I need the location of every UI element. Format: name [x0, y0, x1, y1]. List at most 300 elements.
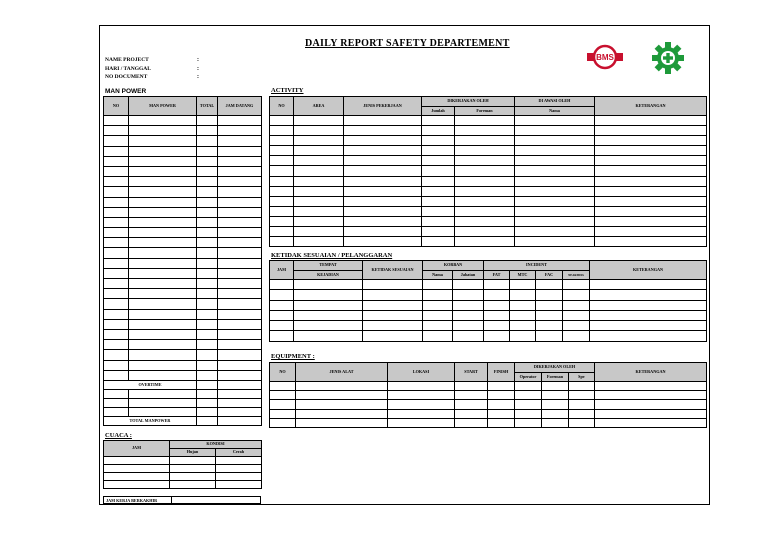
blank-cell [363, 321, 423, 331]
blank-cell [218, 146, 262, 156]
blank-cell [455, 237, 515, 247]
blank-cell [422, 237, 455, 247]
blank-cell [363, 331, 423, 341]
blank-cell [104, 146, 129, 156]
blank-cell [388, 391, 455, 400]
blank-cell [218, 238, 262, 248]
col-incident: INCIDENT [484, 261, 590, 271]
blank-cell [104, 248, 129, 258]
blank-cell [218, 350, 262, 360]
table-row [104, 407, 262, 416]
blank-cell [197, 370, 218, 380]
blank-cell [129, 329, 197, 339]
blank-cell [270, 166, 294, 176]
blank-cell [216, 473, 262, 481]
blank-cell [129, 360, 197, 370]
blank-cell [484, 290, 510, 300]
blank-cell [170, 473, 216, 481]
table-row [270, 400, 707, 409]
table-row [270, 186, 707, 196]
blank-cell [536, 310, 563, 320]
blank-cell [536, 321, 563, 331]
blank-cell [515, 237, 595, 247]
table-row [104, 329, 262, 339]
table-row [104, 473, 262, 481]
blank-cell [218, 389, 262, 398]
col-jenis-pekerjaan: JENIS PEKERJAAN [344, 97, 422, 116]
blank-cell [104, 340, 129, 350]
blank-cell [270, 382, 296, 391]
blank-cell [170, 465, 216, 473]
table-row [104, 268, 262, 278]
blank-cell [455, 186, 515, 196]
blank-cell [197, 248, 218, 258]
blank-cell [104, 207, 129, 217]
col-keterangan: KETERANGAN [595, 97, 707, 116]
table-row [104, 258, 262, 268]
blank-cell [294, 310, 363, 320]
blank-cell [197, 309, 218, 319]
blank-cell [129, 136, 197, 146]
table-row [104, 228, 262, 238]
blank-cell [294, 176, 344, 186]
blank-cell [294, 196, 344, 206]
blank-cell [422, 126, 455, 136]
blank-cell [197, 207, 218, 217]
blank-cell [270, 227, 294, 237]
blank-cell [488, 418, 515, 427]
table-row [104, 309, 262, 319]
blank-cell [129, 207, 197, 217]
blank-cell [595, 418, 707, 427]
blank-cell [423, 280, 453, 290]
blank-cell [197, 289, 218, 299]
col-kondisi: KONDISI [170, 441, 262, 449]
blank-cell [197, 340, 218, 350]
blank-cell [129, 116, 197, 126]
blank-cell [563, 321, 590, 331]
blank-cell [536, 331, 563, 341]
table-row [270, 321, 707, 331]
blank-cell [218, 248, 262, 258]
blank-cell [455, 166, 515, 176]
blank-cell [104, 309, 129, 319]
meta-colon: : [197, 74, 199, 80]
blank-cell [216, 457, 262, 465]
col-mtc: MTC [510, 271, 536, 280]
table-row [104, 217, 262, 227]
blank-cell [218, 116, 262, 126]
blank-cell [563, 331, 590, 341]
blank-cell [515, 391, 542, 400]
blank-cell [595, 206, 707, 216]
blank-cell [197, 258, 218, 268]
blank-cell [595, 176, 707, 186]
blank-cell [197, 217, 218, 227]
blank-cell [294, 300, 363, 310]
blank-cell [590, 331, 707, 341]
blank-cell [542, 391, 569, 400]
blank-cell [104, 457, 170, 465]
table-row [270, 227, 707, 237]
table-row [104, 481, 262, 489]
blank-cell [595, 391, 707, 400]
blank-cell [388, 400, 455, 409]
blank-cell [129, 146, 197, 156]
col-nama: Nama [515, 107, 595, 116]
blank-cell [104, 126, 129, 136]
blank-cell [197, 116, 218, 126]
blank-cell [104, 370, 129, 380]
meta-colon: : [197, 66, 199, 72]
blank-cell [129, 177, 197, 187]
blank-cell [129, 126, 197, 136]
blank-cell [569, 400, 595, 409]
blank-cell [294, 237, 344, 247]
blank-cell [595, 136, 707, 146]
blank-cell [270, 186, 294, 196]
blank-cell [197, 360, 218, 370]
blank-cell [595, 166, 707, 176]
blank-cell [218, 329, 262, 339]
blank-cell [270, 206, 294, 216]
blank-cell [197, 299, 218, 309]
blank-cell [270, 216, 294, 226]
blank-cell [218, 197, 262, 207]
table-row [104, 166, 262, 176]
blank-cell [595, 237, 707, 247]
table-row [270, 310, 707, 320]
blank-cell [455, 116, 515, 126]
col-keterangan: KETERANGAN [590, 261, 707, 280]
blank-cell [218, 416, 262, 425]
meta-no-document: NO DOCUMENT [105, 74, 148, 80]
blank-cell [510, 331, 536, 341]
table-row [270, 216, 707, 226]
blank-cell [536, 280, 563, 290]
blank-cell [197, 407, 218, 416]
blank-cell [129, 340, 197, 350]
blank-cell [197, 279, 218, 289]
blank-cell [515, 400, 542, 409]
blank-cell [129, 166, 197, 176]
blank-cell [542, 418, 569, 427]
blank-cell [422, 156, 455, 166]
blank-cell [104, 136, 129, 146]
blank-cell [218, 360, 262, 370]
col-jabatan: Jabatan [453, 271, 484, 280]
table-row [104, 389, 262, 398]
blank-cell [218, 187, 262, 197]
blank-cell [197, 166, 218, 176]
table-row [270, 116, 707, 126]
blank-cell [104, 319, 129, 329]
blank-cell [218, 217, 262, 227]
blank-cell [294, 166, 344, 176]
blank-cell [197, 416, 218, 425]
blank-cell [453, 280, 484, 290]
col-lokasi: LOKASI [388, 363, 455, 382]
col-korban: KORBAN [423, 261, 484, 271]
blank-cell [422, 176, 455, 186]
blank-cell [270, 136, 294, 146]
blank-cell [344, 136, 422, 146]
col-fat: FAT [484, 271, 510, 280]
table-row [104, 465, 262, 473]
blank-cell [344, 227, 422, 237]
blank-cell [104, 350, 129, 360]
col-jam: JAM [270, 261, 294, 280]
table-row [104, 146, 262, 156]
blank-cell [129, 248, 197, 258]
blank-cell [218, 289, 262, 299]
manpower-table [103, 96, 262, 426]
blank-cell [294, 136, 344, 146]
blank-cell [388, 382, 455, 391]
cuaca-section-title: CUACA : [105, 432, 132, 439]
col-keterangan: KETERANGAN [595, 363, 707, 382]
blank-cell [129, 228, 197, 238]
blank-cell [294, 321, 363, 331]
blank-cell [515, 409, 542, 418]
blank-cell [129, 217, 197, 227]
bms-logo [586, 42, 624, 72]
table-row [270, 391, 707, 400]
blank-cell [423, 331, 453, 341]
blank-cell [453, 331, 484, 341]
table-row [104, 457, 262, 465]
col-nama: Nama [423, 271, 453, 280]
blank-cell [197, 268, 218, 278]
blank-cell [218, 258, 262, 268]
table-row [270, 237, 707, 247]
report-title: DAILY REPORT SAFETY DEPARTEMENT [305, 38, 510, 49]
table-row [270, 280, 707, 290]
blank-cell [129, 268, 197, 278]
blank-cell [595, 146, 707, 156]
blank-cell [595, 382, 707, 391]
blank-cell [104, 289, 129, 299]
blank-cell [595, 227, 707, 237]
blank-cell [104, 187, 129, 197]
manpower-overtime-label: OVERTIME [104, 380, 197, 389]
blank-cell [270, 418, 296, 427]
col-jam-datang: JAM DATANG [218, 97, 262, 116]
table-row [270, 300, 707, 310]
table-row [104, 238, 262, 248]
blank-cell [294, 216, 344, 226]
meta-name-project: NAME PROJECT [105, 57, 149, 63]
table-row [270, 409, 707, 418]
table-row [270, 146, 707, 156]
col-finish: FINISH [488, 363, 515, 382]
blank-cell [218, 279, 262, 289]
col-total: TOTAL [197, 97, 218, 116]
col-jam: JAM [104, 441, 170, 457]
blank-cell [344, 166, 422, 176]
blank-cell [455, 146, 515, 156]
blank-cell [218, 156, 262, 166]
blank-cell [129, 350, 197, 360]
col-foreman: Foreman [455, 107, 515, 116]
cuaca-table [103, 440, 262, 489]
blank-cell [388, 409, 455, 418]
blank-cell [296, 409, 388, 418]
blank-cell [104, 279, 129, 289]
table-row [270, 126, 707, 136]
table-row [104, 350, 262, 360]
blank-cell [484, 331, 510, 341]
blank-cell [569, 391, 595, 400]
blank-cell [455, 206, 515, 216]
blank-cell [422, 196, 455, 206]
blank-cell [510, 290, 536, 300]
blank-cell [488, 391, 515, 400]
blank-cell [422, 186, 455, 196]
col-no: NO [270, 363, 296, 382]
blank-cell [488, 400, 515, 409]
blank-cell [218, 268, 262, 278]
blank-cell [294, 156, 344, 166]
blank-cell [484, 280, 510, 290]
blank-cell [104, 398, 129, 407]
blank-cell [270, 321, 294, 331]
blank-cell [197, 380, 218, 389]
blank-cell [344, 196, 422, 206]
blank-cell [453, 290, 484, 300]
blank-cell [422, 206, 455, 216]
blank-cell [595, 116, 707, 126]
blank-cell [294, 186, 344, 196]
table-row [104, 126, 262, 136]
blank-cell [536, 300, 563, 310]
blank-cell [422, 146, 455, 156]
col-hujan: Hujan [170, 449, 216, 457]
table-row [104, 398, 262, 407]
blank-cell [510, 280, 536, 290]
blank-cell [294, 227, 344, 237]
jam-kerja-label: JAM KERJA BERKAKHIR [106, 498, 158, 503]
blank-cell [270, 310, 294, 320]
blank-cell [129, 187, 197, 197]
blank-cell [455, 136, 515, 146]
blank-cell [294, 146, 344, 156]
blank-cell [344, 186, 422, 196]
blank-cell [104, 473, 170, 481]
blank-cell [344, 176, 422, 186]
blank-cell [270, 237, 294, 247]
table-row [270, 176, 707, 186]
col-jenis-alat: JENIS ALAT [296, 363, 388, 382]
manpower-section-title: MAN POWER [105, 88, 147, 95]
blank-cell [515, 382, 542, 391]
blank-cell [363, 290, 423, 300]
blank-cell [270, 300, 294, 310]
col-no: NO [104, 97, 129, 116]
blank-cell [218, 207, 262, 217]
blank-cell [129, 156, 197, 166]
blank-cell [515, 116, 595, 126]
col-operator: Operator [515, 373, 542, 382]
col-spv: Spv [569, 373, 595, 382]
blank-cell [129, 389, 197, 398]
blank-cell [197, 389, 218, 398]
table-row [104, 279, 262, 289]
col-start: START [455, 363, 488, 382]
blank-cell [542, 382, 569, 391]
blank-cell [510, 321, 536, 331]
blank-cell [197, 398, 218, 407]
table-row [104, 248, 262, 258]
table-row [270, 382, 707, 391]
blank-cell [363, 280, 423, 290]
blank-cell [423, 321, 453, 331]
blank-cell [542, 409, 569, 418]
blank-cell [515, 227, 595, 237]
blank-cell [363, 300, 423, 310]
blank-cell [104, 407, 129, 416]
blank-cell [218, 299, 262, 309]
blank-cell [296, 382, 388, 391]
table-row [104, 416, 262, 425]
blank-cell [595, 186, 707, 196]
blank-cell [218, 398, 262, 407]
blank-cell [129, 258, 197, 268]
col-jumlah: Jumlah [422, 107, 455, 116]
blank-cell [197, 177, 218, 187]
blank-cell [484, 321, 510, 331]
blank-cell [197, 319, 218, 329]
blank-cell [422, 216, 455, 226]
table-row [104, 380, 262, 389]
blank-cell [270, 280, 294, 290]
blank-cell [515, 136, 595, 146]
blank-cell [104, 465, 170, 473]
blank-cell [595, 216, 707, 226]
table-row [104, 299, 262, 309]
blank-cell [270, 400, 296, 409]
blank-cell [197, 238, 218, 248]
blank-cell [197, 146, 218, 156]
blank-cell [569, 418, 595, 427]
blank-cell [104, 116, 129, 126]
safety-gear-icon [651, 41, 685, 75]
blank-cell [488, 382, 515, 391]
blank-cell [216, 481, 262, 489]
blank-cell [510, 310, 536, 320]
blank-cell [270, 331, 294, 341]
blank-cell [484, 310, 510, 320]
blank-cell [270, 391, 296, 400]
blank-cell [569, 409, 595, 418]
blank-cell [344, 116, 422, 126]
blank-cell [104, 177, 129, 187]
table-row [104, 136, 262, 146]
blank-cell [563, 280, 590, 290]
blank-cell [422, 116, 455, 126]
blank-cell [515, 186, 595, 196]
blank-cell [590, 280, 707, 290]
blank-cell [197, 156, 218, 166]
blank-cell [453, 321, 484, 331]
blank-cell [104, 228, 129, 238]
blank-cell [197, 136, 218, 146]
ketidak-section-title: KETIDAK SESUAIAN / PELANGGARAN [271, 252, 393, 259]
blank-cell [104, 268, 129, 278]
blank-cell [294, 331, 363, 341]
blank-cell [455, 216, 515, 226]
blank-cell [344, 156, 422, 166]
